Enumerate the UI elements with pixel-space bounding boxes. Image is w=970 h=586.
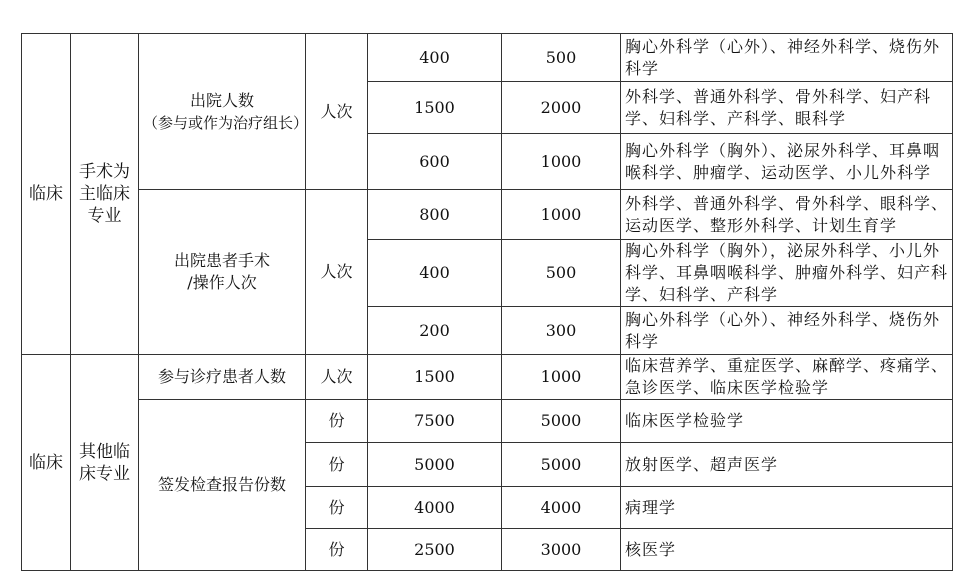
value-a-cell: 600	[368, 134, 502, 190]
value-a-cell: 5000	[368, 443, 502, 487]
fields-cell: 放射医学、超声医学	[621, 443, 953, 487]
table-row	[22, 400, 953, 443]
requirements-table	[21, 33, 953, 571]
value-a-cell: 7500	[368, 400, 502, 443]
fields-cell: 临床医学检验学	[621, 400, 953, 443]
unit-cell: 人次	[306, 355, 368, 400]
value-a-cell: 400	[368, 240, 502, 307]
unit-cell: 人次	[306, 34, 368, 190]
table-row	[22, 34, 953, 82]
value-b-cell: 3000	[502, 529, 621, 571]
metric-cell: 参与诊疗患者人数	[139, 355, 306, 400]
category-cell: 临床	[22, 34, 71, 355]
value-a-cell: 1500	[368, 82, 502, 134]
fields-cell: 临床营养学、重症医学、麻醉学、疼痛学、急诊医学、临床医学检验学	[621, 355, 953, 400]
metric-cell: 出院人数 （参与或作为治疗组长）	[139, 34, 306, 190]
unit-cell: 份	[306, 487, 368, 529]
value-b-cell: 5000	[502, 443, 621, 487]
table-row	[22, 355, 953, 400]
value-b-cell: 500	[502, 240, 621, 307]
value-b-cell: 2000	[502, 82, 621, 134]
category-cell: 临床	[22, 355, 71, 571]
fields-cell: 外科学、普通外科学、骨外科学、眼科学、运动医学、整形外科学、计划生育学	[621, 190, 953, 240]
value-b-cell: 300	[502, 307, 621, 355]
fields-cell: 胸心外科学（心外）、神经外科学、烧伤外科学	[621, 307, 953, 355]
value-b-cell: 5000	[502, 400, 621, 443]
value-b-cell: 500	[502, 34, 621, 82]
fields-cell: 核医学	[621, 529, 953, 571]
fields-cell: 胸心外科学（胸外），泌尿外科学、小儿外科学、耳鼻咽喉科学、肿瘤外科学、妇产科学、妇科学、产科学	[621, 240, 953, 307]
unit-cell: 份	[306, 400, 368, 443]
value-b-cell: 4000	[502, 487, 621, 529]
fields-cell: 胸心外科学（胸外）、泌尿外科学、耳鼻咽喉科学、肿瘤学、运动医学、小儿外科学	[621, 134, 953, 190]
value-a-cell: 400	[368, 34, 502, 82]
metric-cell: 出院患者手术 /操作人次	[139, 190, 306, 355]
value-b-cell: 1000	[502, 190, 621, 240]
value-a-cell: 2500	[368, 529, 502, 571]
unit-cell: 人次	[306, 190, 368, 355]
value-b-cell: 1000	[502, 134, 621, 190]
value-a-cell: 800	[368, 190, 502, 240]
table-row	[22, 190, 953, 240]
metric-cell: 签发检查报告份数	[139, 400, 306, 571]
fields-cell: 胸心外科学（心外）、神经外科学、烧伤外科学	[621, 34, 953, 82]
value-a-cell: 200	[368, 307, 502, 355]
value-a-cell: 4000	[368, 487, 502, 529]
value-b-cell: 1000	[502, 355, 621, 400]
unit-cell: 份	[306, 529, 368, 571]
fields-cell: 病理学	[621, 487, 953, 529]
subcategory-cell: 手术为 主临床 专业	[71, 34, 139, 355]
subcategory-cell: 其他临 床专业	[71, 355, 139, 571]
fields-cell: 外科学、普通外科学、骨外科学、妇产科学、妇科学、产科学、眼科学	[621, 82, 953, 134]
value-a-cell: 1500	[368, 355, 502, 400]
unit-cell: 份	[306, 443, 368, 487]
